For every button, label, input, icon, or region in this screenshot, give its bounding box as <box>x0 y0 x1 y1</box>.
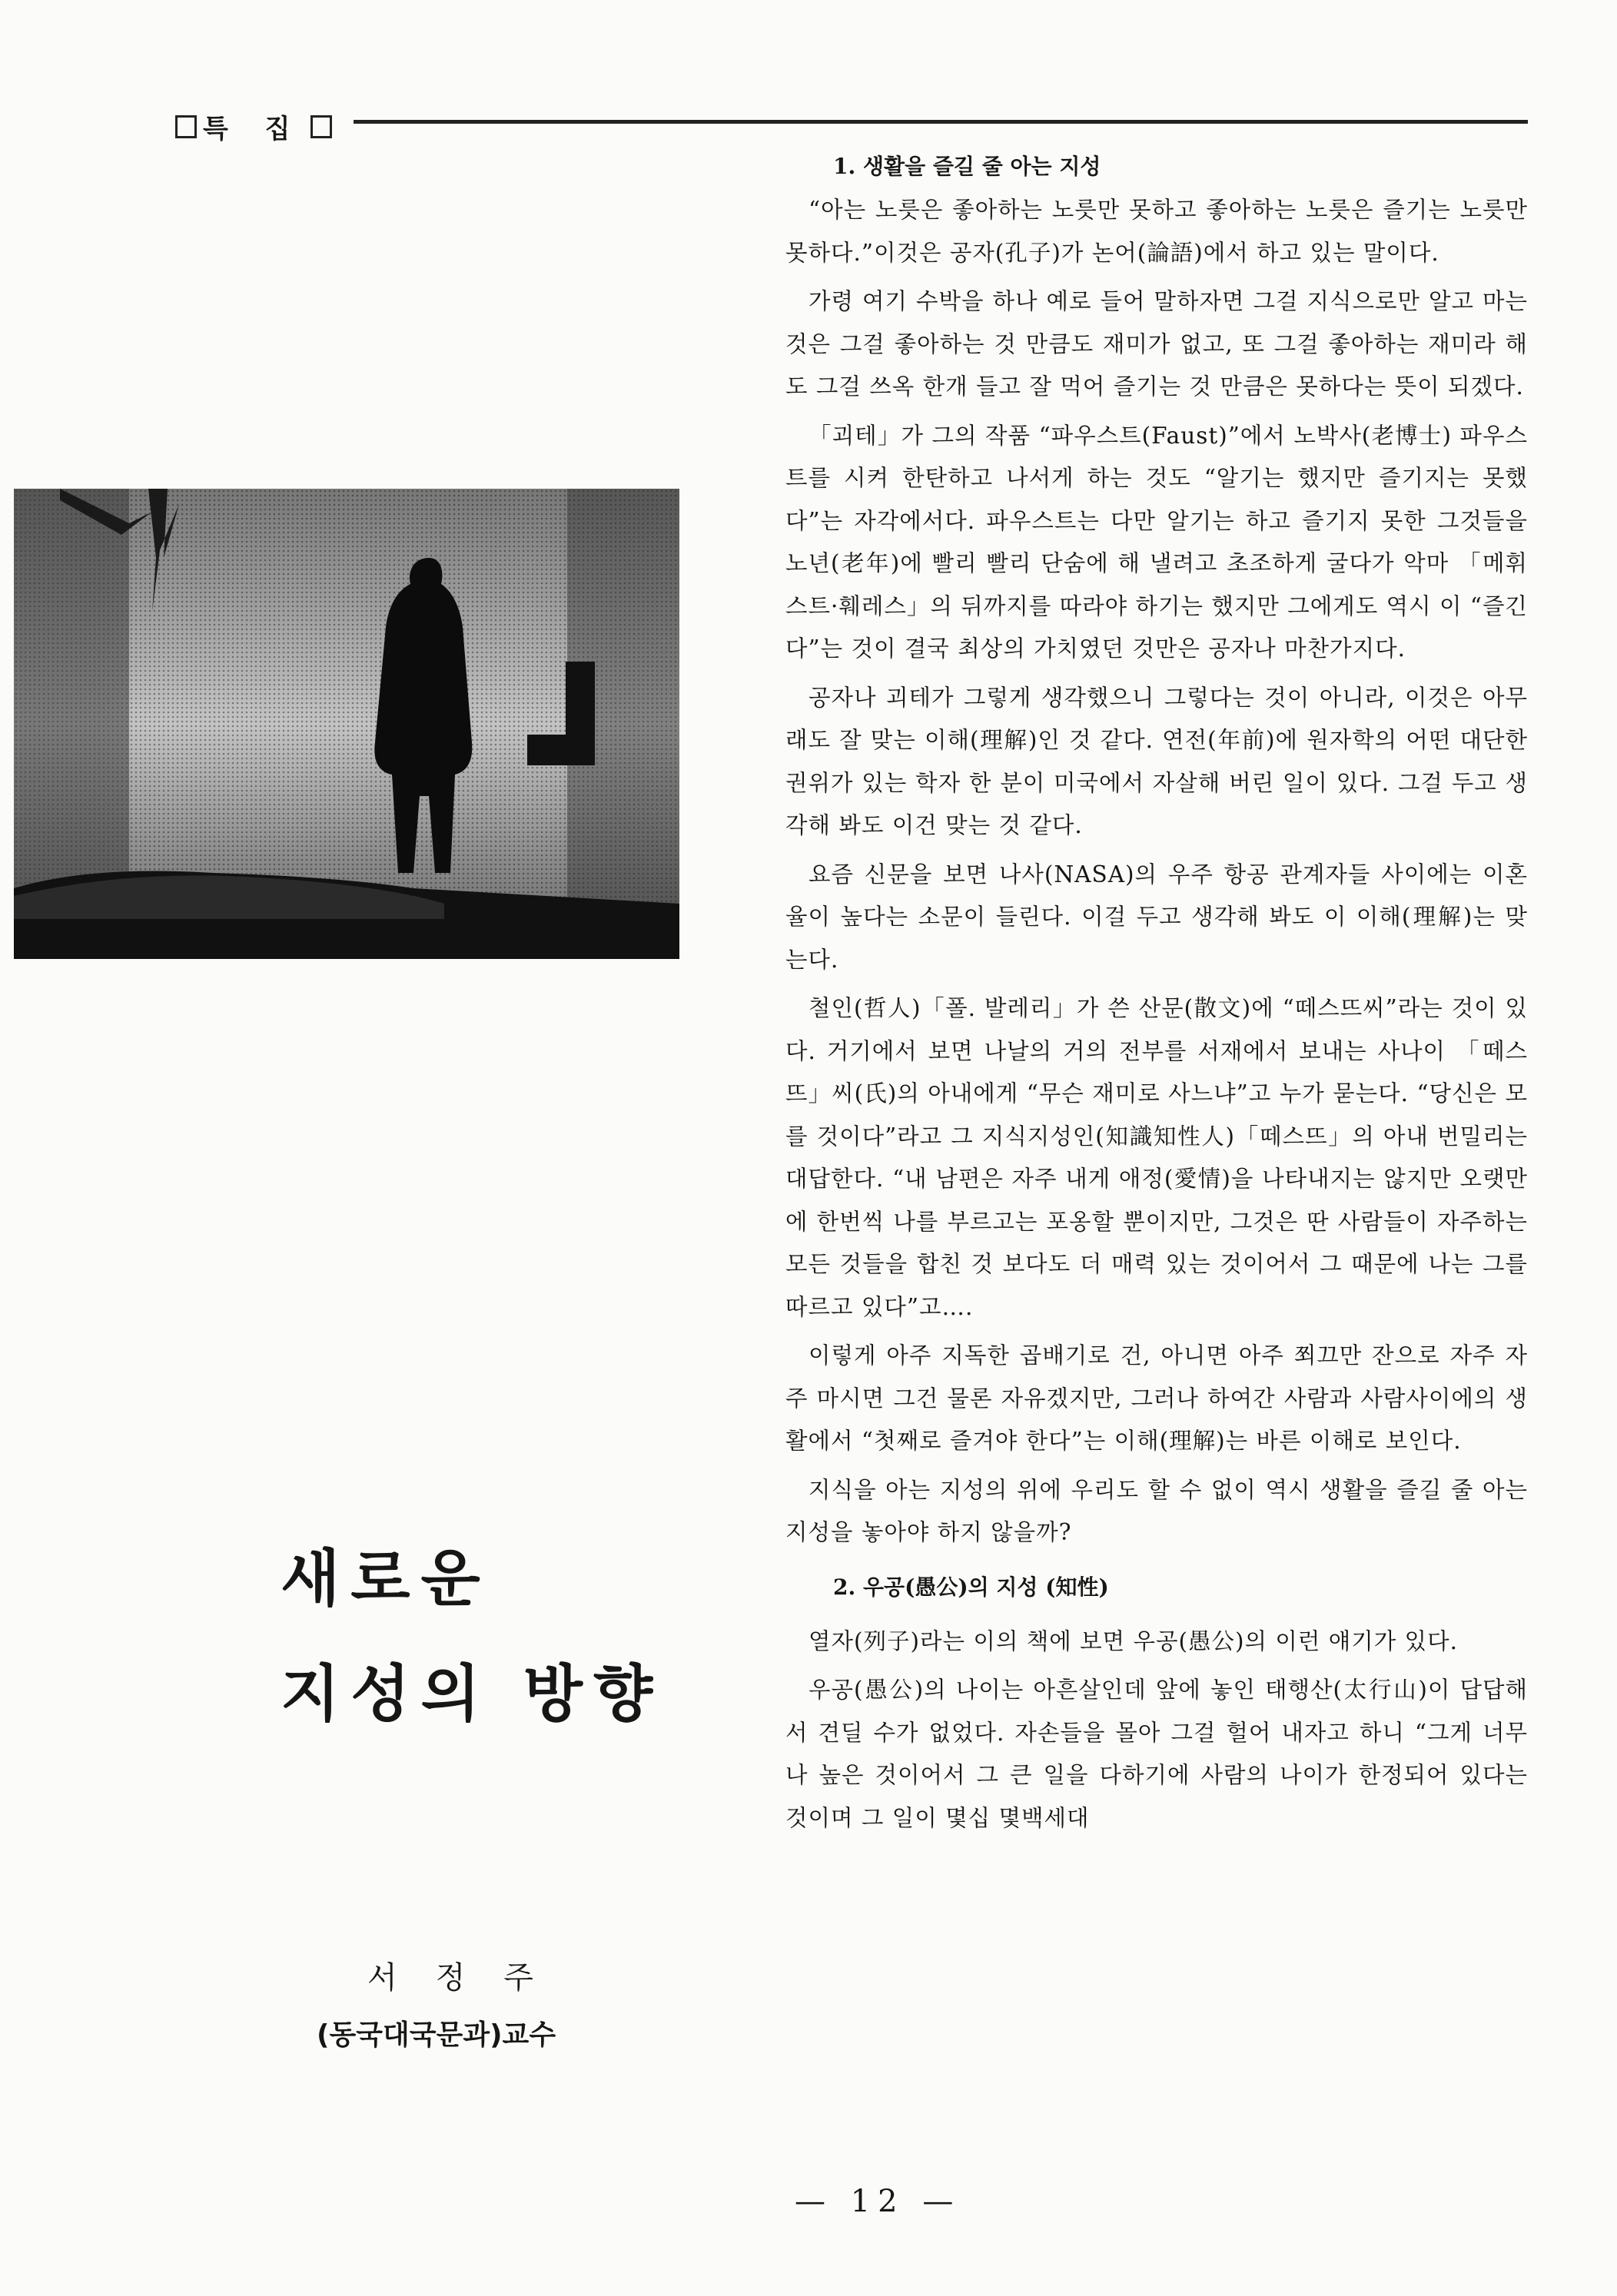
article-title-line1: 새로운 <box>281 1543 491 1614</box>
paragraph: “아는 노릇은 좋아하는 노릇만 못하고 좋아하는 노릇은 즐기는 노릇만 못하다.”이것은 공자(孔子)가 논어(論語)에서 하고 있는 말이다. <box>785 197 1528 266</box>
section-heading-1: 1. 생활을 즐길 줄 아는 지성 <box>833 154 1101 179</box>
article-body <box>785 151 1528 1846</box>
article-title-line2: 지성의 방향 <box>281 1658 664 1730</box>
author-name: 서정주 <box>367 1960 572 1996</box>
section-label <box>175 108 332 145</box>
paragraph: 가령 여기 수박을 하나 예로 들어 말하자면 그걸 지식으로만 알고 마는 것은 그걸 좋아하는 것 만큼도 재미가 없고, 또 그걸 좋아하는 재미라 해도 그걸 쓰옥 한개 들고 잘 먹어 즐기는 것 만큼은 못하다는 뜻이 되겠다. <box>785 288 1528 400</box>
header-rule <box>354 120 1528 124</box>
page-number: — 12 — <box>795 2184 961 2219</box>
paragraph: 공자나 괴테가 그렇게 생각했으니 그렇다는 것이 아니라, 이것은 아무래도 잘 맞는 이해(理解)인 것 같다. 연전(年前)에 원자학의 어떤 대단한 권위가 있는 학자 한 분이 미국에서 자살해 버린 일이 있다. 그걸 두고 생각해 봐도 이건 맞는 것 같다. <box>785 684 1528 838</box>
paragraph: 이렇게 아주 지독한 곱배기로 건, 아니면 아주 쬐끄만 잔으로 자주 자주 마시면 그건 물론 자유겠지만, 그러나 하여간 사람과 사람사이에의 생활에서 “첫째로 즐겨야 한다”는 이해(理解)는 바른 이해로 보인다. <box>785 1342 1528 1454</box>
section-heading-2: 2. 우공(愚公)의 지성 (知性) <box>833 1574 1109 1600</box>
section-header <box>175 108 1528 144</box>
paragraph: 요즘 신문을 보면 나사(NASA)의 우주 항공 관계자들 사이에는 이혼율이 높다는 소문이 들린다. 이걸 두고 생각해 봐도 이 이해(理解)는 맞는다. <box>785 861 1528 973</box>
paragraph: 우공(愚公)의 나이는 아흔살인데 앞에 놓인 태행산(太行山)이 답답해서 견딜 수가 없었다. 자손들을 몰아 그걸 헐어 내자고 하니 “그게 너무나 높은 것이어서 그 큰 일을 다하기에 사람의 나이가 한정되어 있다는 것이며 그 일이 몇십 몇백세대 <box>785 1677 1528 1831</box>
box-icon <box>175 115 197 138</box>
article-photo <box>14 489 679 959</box>
paragraph: 「괴테」가 그의 작품 “파우스트(Faust)”에서 노박사(老博士) 파우스트를 시켜 한탄하고 나서게 하는 것도 “알기는 했지만 즐기지는 못했다”는 자각에서다. 파우스트는 다만 알기는 하고 즐기지 못한 그것들을 노년(老年)에 빨리 빨리 단숨에 해 낼려고 초조하게 굴다가 악마 「메휘스트·훼레스」의 뒤까지를 따라야 하기는 했지만 그에게도 역시 이 “즐긴다”는 것이 결국 최상의 가치였던 것만은 공자나 마찬가지다. <box>785 422 1528 662</box>
box-icon <box>310 115 332 138</box>
author-affiliation: (동국대국문과)교수 <box>317 2019 556 2051</box>
section-label-text: 특 집 <box>203 114 304 144</box>
paragraph: 철인(哲人)「폴. 발레리」가 쓴 산문(散文)에 “떼스뜨씨”라는 것이 있다. 거기에서 보면 나날의 거의 전부를 서재에서 보내는 사나이 「떼스뜨」씨(氏)의 아내에게 “무슨 재미로 사느냐”고 누가 묻는다. “당신은 모를 것이다”라고 그 지식지성인(知識知性人)「떼스뜨」의 아내 번밀리는 대답한다. “내 남편은 자주 내게 애정(愛情)을 나타내지는 않지만 오랫만에 한번씩 나를 부르고는 포옹할 뿐이지만, 그것은 딴 사람들이 자주하는 모든 것들을 합친 것 보다도 더 매력 있는 것이어서 그 때문에 나는 그를 따르고 있다”고…. <box>785 995 1528 1320</box>
paragraph: 지식을 아는 지성의 위에 우리도 할 수 없이 역시 생활을 즐길 줄 아는 지성을 놓아야 하지 않을까? <box>785 1476 1528 1545</box>
paragraph: 열자(列子)라는 이의 책에 보면 우공(愚公)의 이런 얘기가 있다. <box>808 1627 1458 1654</box>
